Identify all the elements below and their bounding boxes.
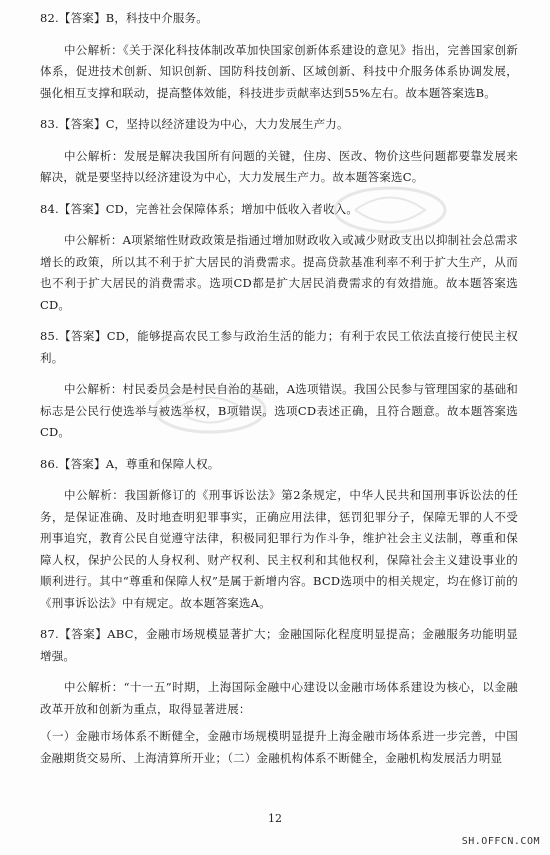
watermark-logo-icon-2 [330, 180, 450, 240]
answer-84: 84.【答案】CD，完善社会保障体系；增加中低收入者收入。 [40, 201, 359, 216]
analysis-84: 中公解析：A项紧缩性财政政策是指通过增加财政收入或减少财政支出以抑制社会总需求增长的政策，所以其不利于扩大居民的消费需求。提高贷款基准利率不利于扩大生产，从而也不利于扩大居民的消费需求。选项CD都是扩大居民消费需求的有效措施。故本题答案选CD。 [40, 233, 518, 312]
answer-86: 86.【答案】A，尊重和保障人权。 [40, 456, 220, 471]
analysis-86: 中公解析：我国新修订的《刑事诉讼法》第2条规定，中华人民共和国刑事诉讼法的任务，是保证准确、及时地查明犯罪事实，正确应用法律，惩罚犯罪分子，保障无罪的人不受刑事追究，教育公民自觉遵守法律，积极同犯罪行为作斗争，维护社会主义法制，尊重和保障人权，保护公民的人身权利、财产权利、民主权利和其他权利，保障社会主义建设事业的顺利进行。其中“尊重和保障人权”是属于新增内容。BCD选项中的相关规定，均在修订前的《刑事诉讼法》中有规定。故本题答案选A。 [40, 488, 518, 610]
answer-83: 83.【答案】C，坚持以经济建设为中心，大力发展生产力。 [40, 117, 349, 131]
watermark-logo-icon [150, 380, 270, 440]
analysis-87-list: （一）金融市场体系不断健全，金融市场规模明显提升上海金融市场体系进一步完善，中国金融期货交易所、上海清算所开业；（二）金融机构体系不断健全，金融机构发展活力明显 [40, 729, 518, 765]
page-number: 12 [268, 812, 282, 825]
answer-87: 87.【答案】ABC，金融市场规模显著扩大；金融国际化程度明显提高；金融服务功能明显增强。 [40, 627, 518, 663]
analysis-85: 中公解析：村民委员会是村民自治的基础，A选项错误。我国公民参与管理国家的基础和标志是公民行使选举与被选举权，B项错误。选项CD表述正确，且符合题意。故本题答案选CD。 [40, 382, 518, 439]
answer-85: 85.【答案】CD，能够提高农民工参与政治生活的能力；有利于农民工依法直接行使民主权利。 [40, 329, 518, 365]
analysis-83: 中公解析：发展是解决我国所有问题的关键，住房、医改、物价这些问题都要靠发展来解决，就是要坚持以经济建设为中心，大力发展生产力。故本题答案选C。 [40, 148, 518, 184]
watermark-url: SH.OFFCN.COM [461, 836, 540, 847]
answer-82: 82.【答案】B，科技中介服务。 [40, 11, 208, 25]
analysis-82: 中公解析：《关于深化科技体制改革加快国家创新体系建设的意见》指出，完善国家创新体系，促进技术创新、知识创新、国防科技创新、区域创新、科技中介服务体系协调发展，强化相互支撑和联动，提高整体效能，科技进步贡献率达到55%左右。故本题答案选B。 [40, 42, 518, 100]
analysis-87: 中公解析：“十一五”时期，上海国际金融中心建设以金融市场体系建设为核心，以金融改革开放和创新为重点，取得显著进展： [40, 680, 518, 716]
document-body [40, 8, 518, 779]
